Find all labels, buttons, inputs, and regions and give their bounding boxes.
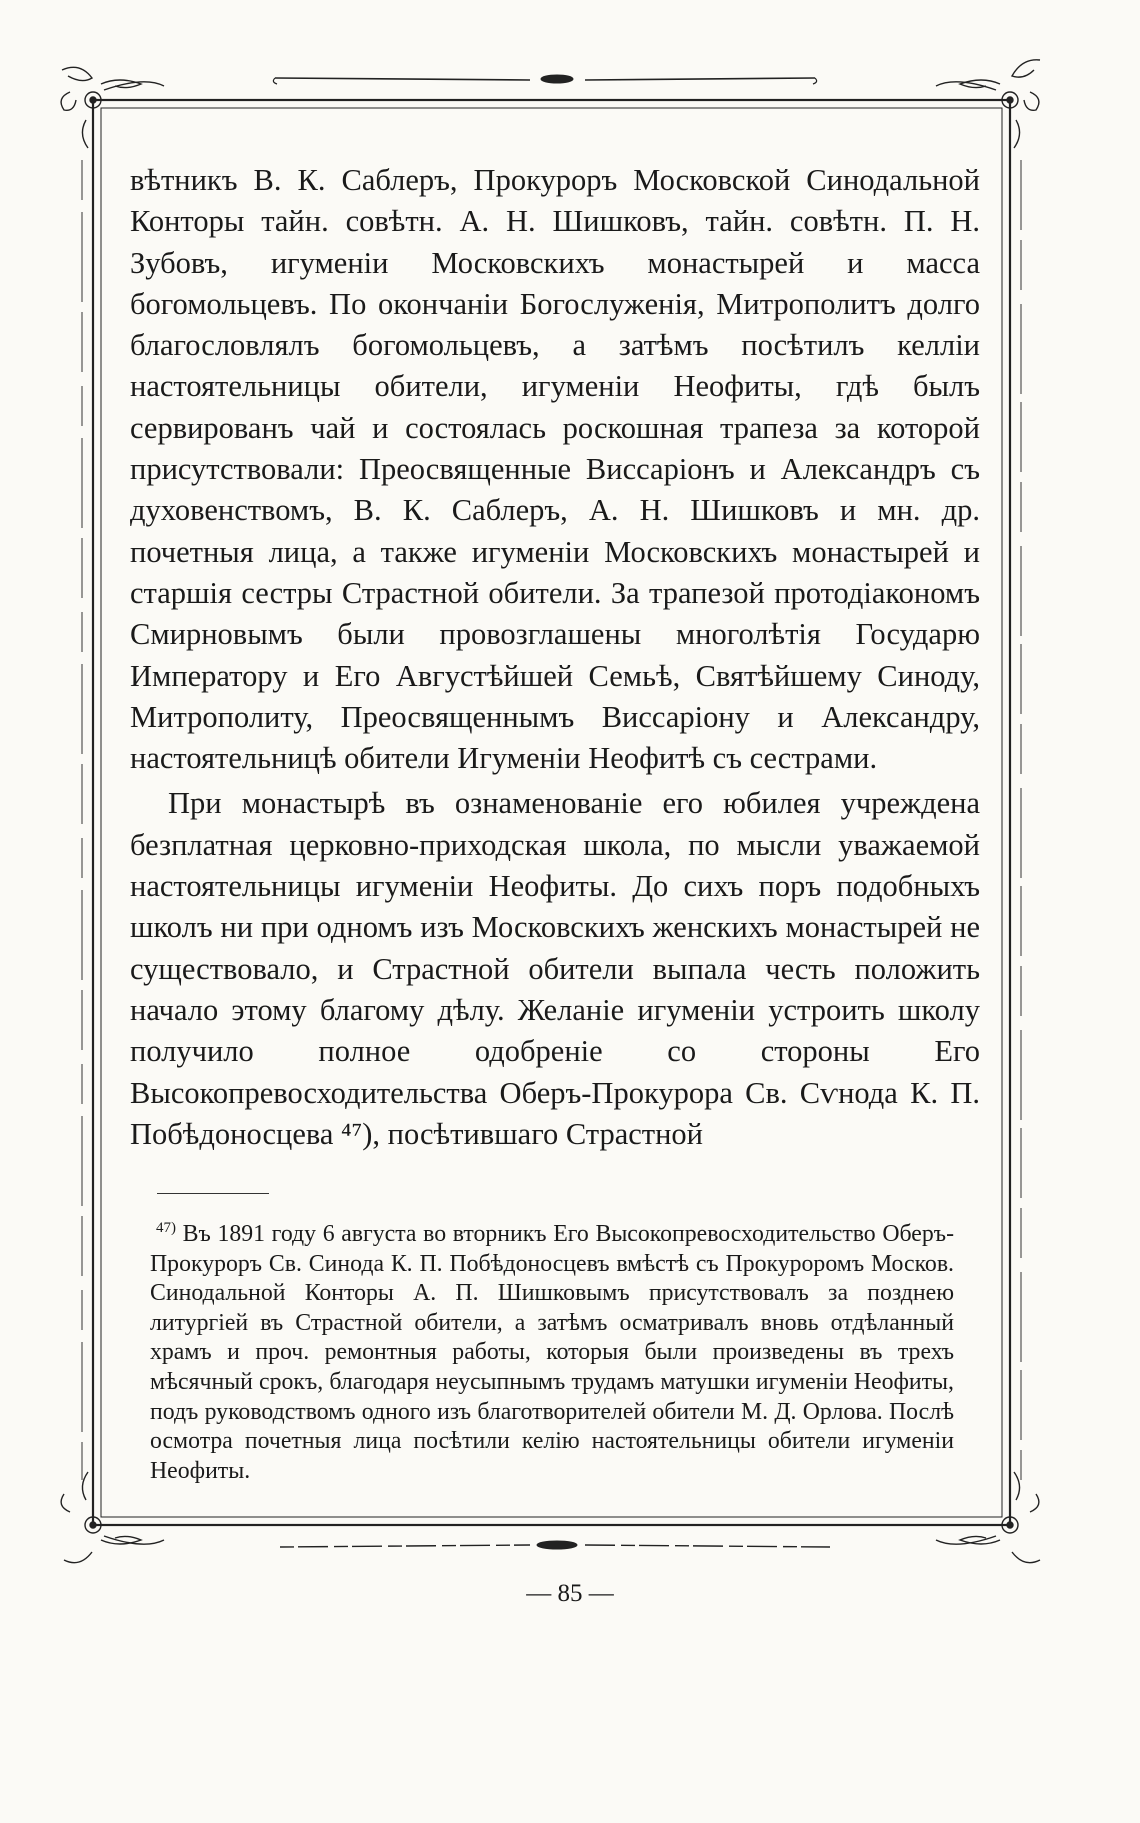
bottom-flourish (280, 1541, 830, 1549)
footnote-separator (157, 1193, 269, 1194)
paragraph-2: При монастырѣ въ ознаменованіе его юбилея учреждена безплатная церковно-приходская школа, по мысли уважаемой настоятельницы игуменіи Неофиты. До сихъ поръ подобныхъ школъ ни при одномъ изъ Московскихъ женскихъ монастырей не существовало, и Страстной обители выпала честь положить начало этому благому дѣлу. Желаніе игуменіи устроить школу получило полное одобреніе со стороны Его Высокопревосходительства Оберъ-Прокурора Св. Сѵнода К. П. Побѣдоносцева ⁴⁷), посѣтившаго Страстной (130, 786, 980, 1151)
footnote-text: Въ 1891 году 6 августа во вторникъ Его Высокопревосходительство Оберъ-Прокуроръ Св. Синода К. П. Побѣдоносцевъ вмѣстѣ съ Прокуроромъ Москов. Синодальной Конторы А. П. Шишковымъ присутствовалъ за позднею литургіей въ Страстной обители, а затѣмъ осматривалъ вновь отдѣланный храмъ и проч. ремонтныя работы, которыя были произведены въ трехъ мѣсячный срокъ, благодаря неусыпнымъ трудамъ матушки игуменіи Неофиты, подъ руководствомъ одного изъ благотворителей обители М. Д. Орлова. Послѣ осмотра почетныя лица посѣтили келію настоятельницы обители игуменіи Неофиты. (150, 1221, 955, 1484)
footnote-marker: 47) (156, 1220, 176, 1237)
main-text (130, 160, 980, 1155)
footnotes (150, 1220, 954, 1486)
paragraph-1: вѣтникъ В. К. Саблеръ, Прокуроръ Московской Синодальной Конторы тайн. совѣтн. А. Н. Шишковъ, тайн. совѣтн. П. Н. Зубовъ, игуменіи Московскихъ монастырей и масса богомольцевъ. По окончаніи Богослуженія, Митрополитъ долго благословлялъ богомольцевъ, а затѣмъ посѣтилъ келліи настоятельницы обители, игуменіи Неофиты, гдѣ былъ сервированъ чай и состоялась роскошная трапеза за которой присутствовали: Преосвященные Виссаріонъ и Александръ съ духовенствомъ, В. К. Саблеръ, А. Н. Шишковъ и мн. др. почетныя лица, а также игуменіи Московскихъ монастырей и старшія сестры Страстной обители. За трапезой протодіакономъ Смирновымъ были провозглашены многолѣтія Государю Императору и Его Августѣйшей Семьѣ, Святѣйшему Синоду, Митрополиту, Преосвященнымъ Виссаріону и Александру, настоятельницѣ обители Игуменіи Неофитѣ съ сестрами. (130, 163, 980, 776)
corner-ornament-top-right (936, 60, 1040, 148)
footnote-47 (150, 1220, 954, 1486)
top-flourish (273, 75, 816, 84)
page-number: — 85 — (526, 1580, 614, 1607)
